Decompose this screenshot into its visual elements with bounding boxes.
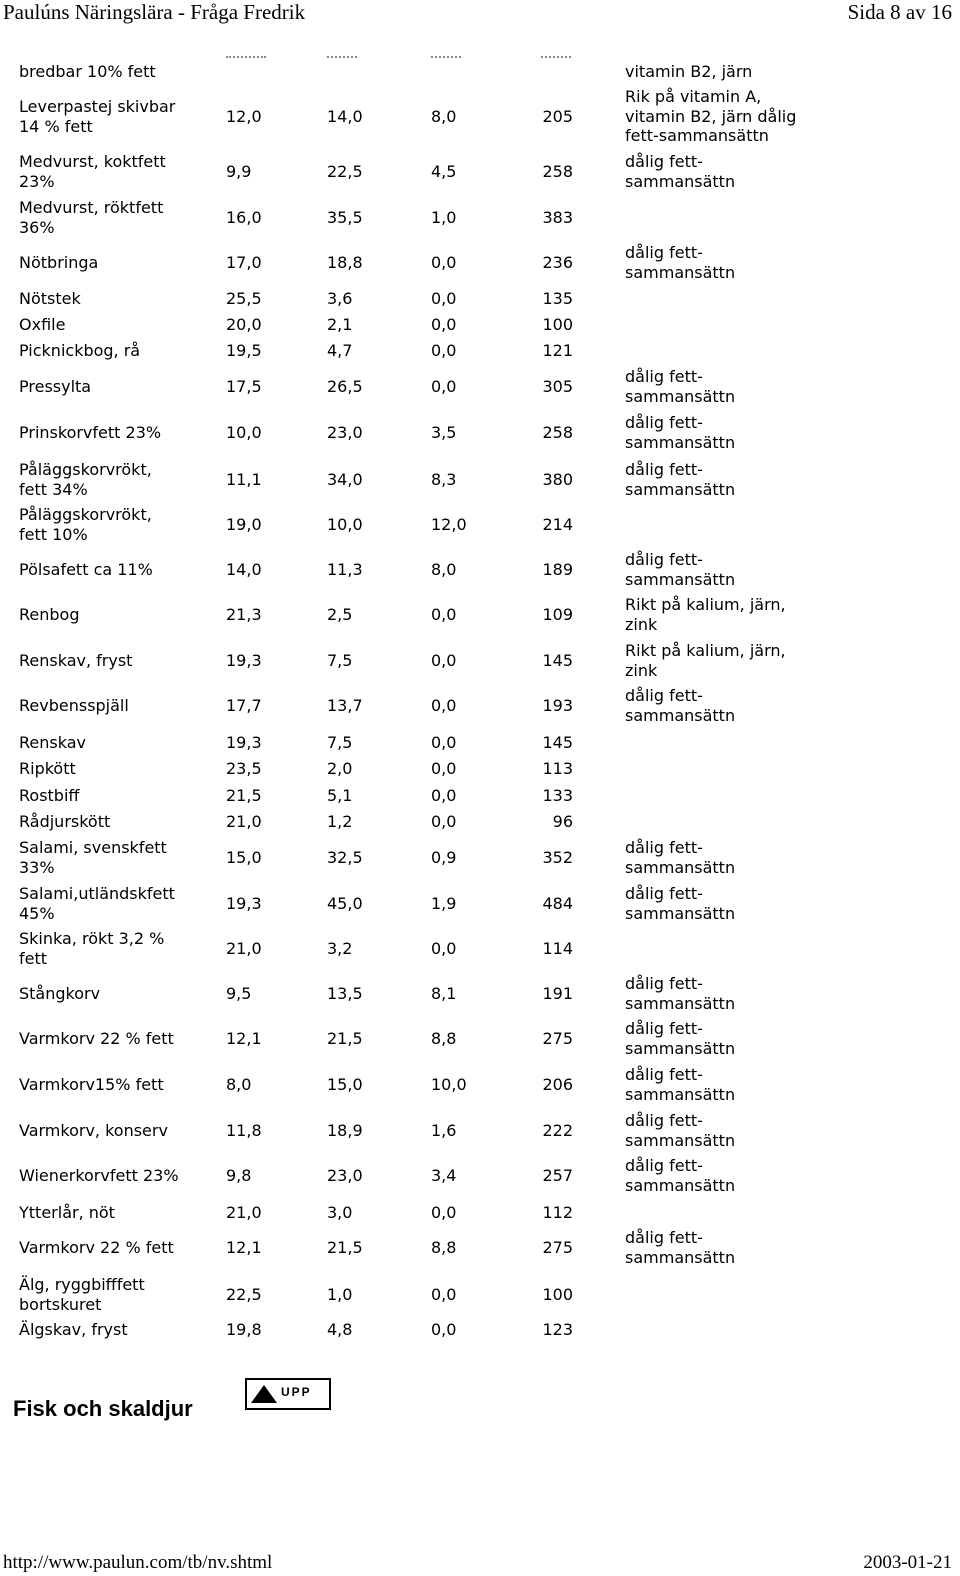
kcal-value: 145 — [542, 651, 573, 670]
comment-text: sammansättn — [625, 386, 736, 406]
comment-text: dålig fett- — [625, 838, 703, 857]
kcal-value: 109 — [542, 605, 573, 624]
fat-value: 2,1 — [327, 315, 353, 334]
food-name: bortskuret — [19, 1294, 102, 1314]
food-name: Rådjurskött — [19, 812, 111, 831]
kcal-value: 114 — [542, 938, 573, 958]
carb-value: 12,0 — [431, 514, 467, 534]
food-name: Ripkött — [19, 759, 76, 778]
food-name: Älg, ryggbifffett — [19, 1275, 145, 1294]
kcal-value: 113 — [542, 759, 573, 778]
comment-text: dålig fett- — [625, 1019, 703, 1039]
comment-text: Rikt på kalium, järn, — [625, 641, 786, 661]
protein-value: 21,5 — [226, 786, 262, 805]
protein-value: 21,0 — [226, 812, 262, 831]
comment-text: dålig fett- — [625, 550, 703, 570]
fat-value: 21,5 — [327, 1029, 363, 1048]
fat-value: 13,7 — [327, 696, 363, 715]
comment-text: sammansättn — [625, 1247, 736, 1267]
carb-value: 0,0 — [431, 786, 457, 805]
page-footer — [0, 1550, 960, 1576]
protein-value: 15,0 — [226, 847, 262, 867]
fat-value: 22,5 — [327, 161, 363, 181]
kcal-value: 258 — [542, 161, 573, 181]
carb-value: 0,0 — [431, 812, 457, 831]
carb-value: 0,0 — [431, 341, 457, 360]
food-name: Varmkorv15% fett — [19, 1075, 164, 1094]
food-name: 45% — [19, 903, 55, 923]
comment-text: sammansättn — [625, 569, 736, 589]
carb-value: 0,0 — [431, 1284, 457, 1304]
kcal-value: 100 — [542, 315, 573, 334]
comment-text: dålig fett- — [625, 686, 703, 706]
partial-row-name-visible: bredbar 10% fett — [19, 62, 156, 81]
fat-value: 4,8 — [327, 1320, 353, 1339]
comment-text: dålig fett- — [625, 460, 703, 479]
comment-text: dålig fett- — [625, 152, 703, 171]
kcal-value: 380 — [542, 469, 573, 489]
protein-value: 9,9 — [226, 161, 252, 181]
food-name: Varmkorv, konserv — [19, 1121, 168, 1140]
up-arrow-icon — [250, 1383, 278, 1405]
protein-value: 8,0 — [226, 1075, 252, 1094]
carb-value: 8,0 — [431, 106, 457, 126]
footer-date: 2003-01-21 — [863, 1552, 952, 1573]
fat-value: 21,5 — [327, 1238, 363, 1257]
kcal-value: 275 — [542, 1029, 573, 1048]
kcal-value: 305 — [542, 377, 573, 396]
fat-value: 3,2 — [327, 938, 353, 958]
protein-value: 16,0 — [226, 207, 262, 227]
comment-text: sammansättn — [625, 1175, 736, 1195]
carb-value: 8,3 — [431, 469, 457, 489]
food-name: Wienerkorvfett 23% — [19, 1166, 179, 1185]
food-name: 33% — [19, 857, 55, 877]
kcal-value: 484 — [542, 893, 573, 913]
food-name: Skinka, rökt 3,2 % — [19, 929, 165, 948]
protein-value: 12,1 — [226, 1238, 262, 1257]
food-name: Salami,utländskfett — [19, 884, 175, 903]
carb-value: 8,8 — [431, 1029, 457, 1048]
food-name: Renbog — [19, 605, 80, 624]
carb-value: 0,9 — [431, 847, 457, 867]
comment-text: sammansättn — [625, 857, 736, 877]
food-name: Leverpastej skivbar — [19, 97, 176, 116]
page-number: Sida 8 av 16 — [847, 0, 952, 24]
comment-text: vitamin B2, järn dålig — [625, 106, 797, 126]
fat-value: 45,0 — [327, 893, 363, 913]
food-name: Ytterlår, nöt — [19, 1203, 115, 1222]
carb-value: 0,0 — [431, 377, 457, 396]
comment-text: sammansättn — [625, 903, 736, 923]
fat-value: 13,5 — [327, 984, 363, 1003]
kcal-value: 189 — [542, 560, 573, 579]
comment-text: zink — [625, 614, 658, 634]
protein-value: 22,5 — [226, 1284, 262, 1304]
food-name: Salami, svenskfett — [19, 838, 167, 857]
fat-value: 34,0 — [327, 469, 363, 489]
protein-value: 17,7 — [226, 696, 262, 715]
kcal-value: 383 — [542, 207, 573, 227]
protein-value: 9,8 — [226, 1166, 252, 1185]
carb-value: 3,5 — [431, 423, 457, 442]
comment-text: dålig fett- — [625, 243, 703, 263]
carb-value: 10,0 — [431, 1075, 467, 1094]
food-name: Stångkorv — [19, 984, 101, 1003]
upp-label: UPP — [281, 1385, 312, 1399]
kcal-value: 193 — [542, 696, 573, 715]
carb-value: 0,0 — [431, 1203, 457, 1222]
food-name: Påläggskorvrökt, — [19, 460, 152, 479]
carb-value: 8,1 — [431, 984, 457, 1003]
fat-value: 7,5 — [327, 651, 353, 670]
kcal-value: 257 — [542, 1166, 573, 1185]
food-name: Renskav — [19, 733, 86, 752]
food-name: fett 10% — [19, 524, 88, 544]
kcal-value: 191 — [542, 984, 573, 1003]
food-name: 36% — [19, 217, 55, 237]
protein-value: 12,1 — [226, 1029, 262, 1048]
food-name: Rostbiff — [19, 786, 80, 805]
protein-value: 10,0 — [226, 423, 262, 442]
food-name: 14 % fett — [19, 116, 93, 136]
comment-text: sammansättn — [625, 262, 736, 282]
carb-value: 0,0 — [431, 289, 457, 308]
food-name: fett — [19, 948, 48, 968]
comment-text: sammansättn — [625, 171, 736, 191]
protein-value: 19,3 — [226, 733, 262, 752]
upp-button[interactable] — [245, 1378, 331, 1410]
comment-text: dålig fett- — [625, 413, 703, 433]
comment-text: sammansättn — [625, 432, 736, 452]
food-name: Påläggskorvrökt, — [19, 505, 152, 524]
fat-value: 1,2 — [327, 812, 353, 831]
fat-value: 14,0 — [327, 106, 363, 126]
protein-value: 25,5 — [226, 289, 262, 308]
comment-text: dålig fett- — [625, 1111, 703, 1131]
comment-text: dålig fett- — [625, 1065, 703, 1085]
comment-text: sammansättn — [625, 1038, 736, 1058]
partial-row-comment: vitamin B2, järn — [625, 62, 753, 81]
food-name: Oxfile — [19, 315, 66, 334]
food-name: Älgskav, fryst — [19, 1320, 128, 1339]
comment-text: Rikt på kalium, järn, — [625, 595, 786, 615]
food-name: Revbensspjäll — [19, 696, 129, 715]
protein-value: 17,5 — [226, 377, 262, 396]
protein-value: 19,8 — [226, 1320, 262, 1339]
fat-value: 35,5 — [327, 207, 363, 227]
kcal-value: 96 — [552, 812, 573, 831]
kcal-value: 121 — [542, 341, 573, 360]
comment-text: dålig fett- — [625, 974, 703, 994]
fat-value: 4,7 — [327, 341, 353, 360]
kcal-value: 275 — [542, 1238, 573, 1257]
carb-value: 4,5 — [431, 161, 457, 181]
protein-value: 11,1 — [226, 469, 262, 489]
comment-text: fett-sammansättn — [625, 126, 769, 146]
fat-value: 23,0 — [327, 423, 363, 442]
fat-value: 18,9 — [327, 1121, 363, 1140]
section-title: Fisk och skaldjur — [13, 1396, 193, 1421]
protein-value: 20,0 — [226, 315, 262, 334]
comment-text: sammansättn — [625, 705, 736, 725]
carb-value: 0,0 — [431, 759, 457, 778]
protein-value: 19,0 — [226, 514, 262, 534]
comment-text: sammansättn — [625, 479, 736, 499]
food-name: Varmkorv 22 % fett — [19, 1029, 174, 1048]
comment-text: dålig fett- — [625, 884, 703, 903]
carb-value: 1,6 — [431, 1121, 457, 1140]
carb-value: 1,9 — [431, 893, 457, 913]
footer-url: http://www.paulun.com/tb/nv.shtml — [3, 1552, 273, 1573]
protein-value: 19,5 — [226, 341, 262, 360]
protein-value: 19,3 — [226, 651, 262, 670]
comment-text: sammansättn — [625, 1084, 736, 1104]
food-name: Renskav, fryst — [19, 651, 133, 670]
food-name: Prinskorvfett 23% — [19, 423, 162, 442]
carb-value: 0,0 — [431, 651, 457, 670]
kcal-value: 222 — [542, 1121, 573, 1140]
fat-value: 15,0 — [327, 1075, 363, 1094]
fat-value: 1,0 — [327, 1284, 353, 1304]
comment-text: sammansättn — [625, 1130, 736, 1150]
protein-value: 21,0 — [226, 1203, 262, 1222]
fat-value: 23,0 — [327, 1166, 363, 1185]
kcal-value: 133 — [542, 786, 573, 805]
fat-value: 3,0 — [327, 1203, 353, 1222]
comment-text: sammansättn — [625, 993, 736, 1013]
food-name: Nötbringa — [19, 253, 99, 272]
food-name: Medvurst, koktfett — [19, 152, 166, 171]
protein-value: 17,0 — [226, 253, 262, 272]
carb-value: 0,0 — [431, 696, 457, 715]
document-title: Paulúns Näringslära - Fråga Fredrik — [3, 0, 306, 24]
kcal-value: 352 — [542, 847, 573, 867]
carb-value: 0,0 — [431, 253, 457, 272]
fat-value: 2,5 — [327, 605, 353, 624]
fat-value: 18,8 — [327, 253, 363, 272]
protein-value: 11,8 — [226, 1121, 262, 1140]
carb-value: 3,4 — [431, 1166, 457, 1185]
fat-value: 26,5 — [327, 377, 363, 396]
carb-value: 1,0 — [431, 207, 457, 227]
food-name: Nötstek — [19, 289, 81, 308]
protein-value: 21,3 — [226, 605, 262, 624]
kcal-value: 205 — [542, 106, 573, 126]
food-name: Varmkorv 22 % fett — [19, 1238, 174, 1257]
food-name: Picknickbog, rå — [19, 341, 141, 360]
food-name: Pölsafett ca 11% — [19, 560, 153, 579]
kcal-value: 135 — [542, 289, 573, 308]
fat-value: 2,0 — [327, 759, 353, 778]
food-name: Medvurst, röktfett — [19, 198, 164, 217]
food-name: Pressylta — [19, 377, 92, 396]
kcal-value: 206 — [542, 1075, 573, 1094]
carb-value: 8,8 — [431, 1238, 457, 1257]
fat-value: 7,5 — [327, 733, 353, 752]
kcal-value: 112 — [542, 1203, 573, 1222]
carb-value: 0,0 — [431, 605, 457, 624]
kcal-value: 123 — [542, 1320, 573, 1339]
comment-text: dålig fett- — [625, 1156, 703, 1176]
carb-value: 8,0 — [431, 560, 457, 579]
carb-value: 0,0 — [431, 938, 457, 958]
protein-value: 14,0 — [226, 560, 262, 579]
carb-value: 0,0 — [431, 1320, 457, 1339]
comment-text: Rik på vitamin A, — [625, 87, 762, 107]
protein-value: 12,0 — [226, 106, 262, 126]
kcal-value: 100 — [542, 1284, 573, 1304]
protein-value: 23,5 — [226, 759, 262, 778]
protein-value: 9,5 — [226, 984, 252, 1003]
carb-value: 0,0 — [431, 315, 457, 334]
comment-text: zink — [625, 660, 658, 680]
kcal-value: 145 — [542, 733, 573, 752]
kcal-value: 236 — [542, 253, 573, 272]
carb-value: 0,0 — [431, 733, 457, 752]
fat-value: 5,1 — [327, 786, 353, 805]
protein-value: 19,3 — [226, 893, 262, 913]
comment-text: dålig fett- — [625, 367, 703, 387]
fat-value: 32,5 — [327, 847, 363, 867]
fat-value: 11,3 — [327, 560, 363, 579]
comment-text: dålig fett- — [625, 1228, 703, 1248]
fat-value: 3,6 — [327, 289, 353, 308]
fat-value: 10,0 — [327, 514, 363, 534]
food-name: fett 34% — [19, 479, 88, 499]
kcal-value: 214 — [542, 514, 573, 534]
kcal-value: 258 — [542, 423, 573, 442]
protein-value: 21,0 — [226, 938, 262, 958]
food-name: 23% — [19, 171, 55, 191]
